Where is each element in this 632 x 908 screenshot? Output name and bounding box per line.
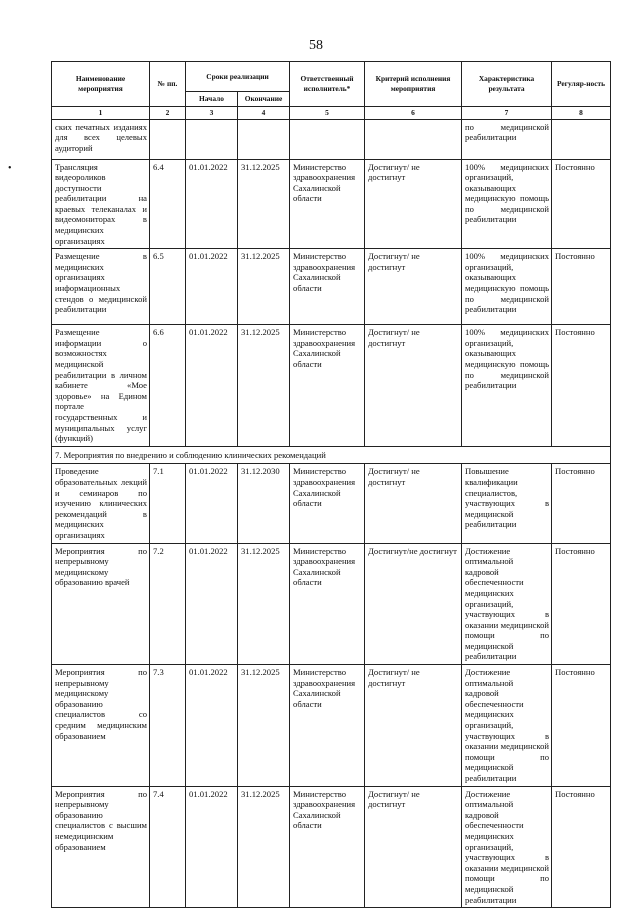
table-row xyxy=(52,159,611,249)
cell-regularity xyxy=(552,119,611,159)
cell-name: Мероприятия по непрерывному медицинскому образованию специалистов со средним медицинским образованием xyxy=(52,665,150,787)
column-number: 3 xyxy=(186,106,238,119)
cell-no: 6.5 xyxy=(150,249,186,325)
cell-end: 31.12.2025 xyxy=(238,249,290,325)
cell-no: 7.1 xyxy=(150,464,186,543)
cell-criterion: Достигнут/не достигнут xyxy=(365,543,462,665)
cell-start: 01.01.2022 xyxy=(186,325,238,447)
table-row xyxy=(52,119,611,159)
cell-result: Достижение оптимальной кадровой обеспеченности медицинских организаций, участвующих в оказании медицинской помощи по медицинской реабилитации xyxy=(462,665,552,787)
measures-table xyxy=(51,61,611,908)
cell-start xyxy=(186,119,238,159)
column-number: 7 xyxy=(462,106,552,119)
cell-regularity: Постоянно xyxy=(552,249,611,325)
cell-executor: Министерство здравоохранения Сахалинской области xyxy=(290,786,365,908)
column-number: 8 xyxy=(552,106,611,119)
cell-result: 100% медицинских организаций, оказывающих медицинскую помощь по медицинской реабилитации xyxy=(462,159,552,249)
cell-regularity: Постоянно xyxy=(552,325,611,447)
cell-result: по медицинской реабилитации xyxy=(462,119,552,159)
cell-no: 6.6 xyxy=(150,325,186,447)
cell-criterion xyxy=(365,119,462,159)
header-terms: Сроки реализации xyxy=(186,62,290,92)
cell-start: 01.01.2022 xyxy=(186,464,238,543)
table-row xyxy=(52,543,611,665)
header-end: Окончание xyxy=(238,92,290,107)
column-number: 5 xyxy=(290,106,365,119)
header-name: Наименование мероприятия xyxy=(52,62,150,107)
cell-end: 31.12.2025 xyxy=(238,665,290,787)
column-number: 6 xyxy=(365,106,462,119)
cell-regularity: Постоянно xyxy=(552,665,611,787)
cell-no xyxy=(150,119,186,159)
cell-criterion: Достигнут/ не достигнут xyxy=(365,325,462,447)
cell-start: 01.01.2022 xyxy=(186,159,238,249)
cell-executor xyxy=(290,119,365,159)
column-number: 2 xyxy=(150,106,186,119)
table-row xyxy=(52,665,611,787)
cell-start: 01.01.2022 xyxy=(186,665,238,787)
cell-name: ских печатных изданиях для всех целевых аудиторий xyxy=(52,119,150,159)
cell-start: 01.01.2022 xyxy=(186,786,238,908)
cell-criterion: Достигнут/ не достигнут xyxy=(365,786,462,908)
cell-regularity: Постоянно xyxy=(552,543,611,665)
cell-regularity: Постоянно xyxy=(552,786,611,908)
cell-result: Достижение оптимальной кадровой обеспеченности медицинских организаций, участвующих в оказании медицинской помощи по медицинской реабилитации xyxy=(462,786,552,908)
cell-executor: Министерство здравоохранения Сахалинской области xyxy=(290,464,365,543)
cell-end xyxy=(238,119,290,159)
cell-start: 01.01.2022 xyxy=(186,543,238,665)
table-row xyxy=(52,325,611,447)
cell-regularity: Постоянно xyxy=(552,464,611,543)
header-criterion: Критерий исполнения мероприятия xyxy=(365,62,462,107)
cell-end: 31.12.2025 xyxy=(238,325,290,447)
cell-result: Достижение оптимальной кадровой обеспеченности медицинских организаций, участвующих в оказании медицинской помощи по медицинской реабилитации xyxy=(462,543,552,665)
column-number: 1 xyxy=(52,106,150,119)
header-no: № пп. xyxy=(150,62,186,107)
cell-start: 01.01.2022 xyxy=(186,249,238,325)
header-regularity: Регуляр-ность xyxy=(552,62,611,107)
cell-name: Размещение в медицинских организациях информационных стендов о медицинской реабилитации xyxy=(52,249,150,325)
cell-name: Мероприятия по непрерывному образованию специалистов с высшим немедицинским образованием xyxy=(52,786,150,908)
cell-result: Повышение квалификации специалистов, участвующих в медицинской реабилитации xyxy=(462,464,552,543)
cell-name: Проведение образовательных лекций и семинаров по изучению клинических рекомендаций в медицинских организациях xyxy=(52,464,150,543)
cell-end: 31.12.2025 xyxy=(238,543,290,665)
page-number: 58 xyxy=(309,38,323,53)
section-heading: 7. Мероприятия по внедрению и соблюдению клинических рекомендаций xyxy=(52,446,611,464)
cell-no: 7.2 xyxy=(150,543,186,665)
cell-executor: Министерство здравоохранения Сахалинской области xyxy=(290,249,365,325)
bullet-mark: • xyxy=(8,163,12,174)
header-result: Характеристика результата xyxy=(462,62,552,107)
cell-criterion: Достигнут/ не достигнут xyxy=(365,249,462,325)
table-row xyxy=(52,249,611,325)
header-start: Начало xyxy=(186,92,238,107)
cell-result: 100% медицинских организаций, оказывающих медицинскую помощь по медицинской реабилитации xyxy=(462,325,552,447)
cell-executor: Министерство здравоохранения Сахалинской области xyxy=(290,665,365,787)
cell-criterion: Достигнут/ не достигнут xyxy=(365,464,462,543)
table-row xyxy=(52,786,611,908)
table-row xyxy=(52,464,611,543)
column-number: 4 xyxy=(238,106,290,119)
cell-end: 31.12.2025 xyxy=(238,786,290,908)
cell-no: 6.4 xyxy=(150,159,186,249)
cell-criterion: Достигнут/ не достигнут xyxy=(365,665,462,787)
cell-name: Мероприятия по непрерывному медицинскому образованию врачей xyxy=(52,543,150,665)
cell-end: 31.12.2030 xyxy=(238,464,290,543)
cell-name: Размещение информации о возможностях медицинской реабилитации в личном кабинете «Мое здоровье» на Едином портале государственных и муниципальных услуг (функций) xyxy=(52,325,150,447)
cell-no: 7.3 xyxy=(150,665,186,787)
cell-no: 7.4 xyxy=(150,786,186,908)
cell-criterion: Достигнут/ не достигнут xyxy=(365,159,462,249)
header-executor: Ответственный исполнитель* xyxy=(290,62,365,107)
cell-result: 100% медицинских организаций, оказывающих медицинскую помощь по медицинской реабилитации xyxy=(462,249,552,325)
cell-executor: Министерство здравоохранения Сахалинской области xyxy=(290,159,365,249)
cell-name: Трансляция видеороликов доступности реабилитации на краевых телеканалах и видеомониторах в медицинских организациях xyxy=(52,159,150,249)
cell-regularity: Постоянно xyxy=(552,159,611,249)
cell-executor: Министерство здравоохранения Сахалинской области xyxy=(290,543,365,665)
cell-executor: Министерство здравоохранения Сахалинской области xyxy=(290,325,365,447)
cell-end: 31.12.2025 xyxy=(238,159,290,249)
